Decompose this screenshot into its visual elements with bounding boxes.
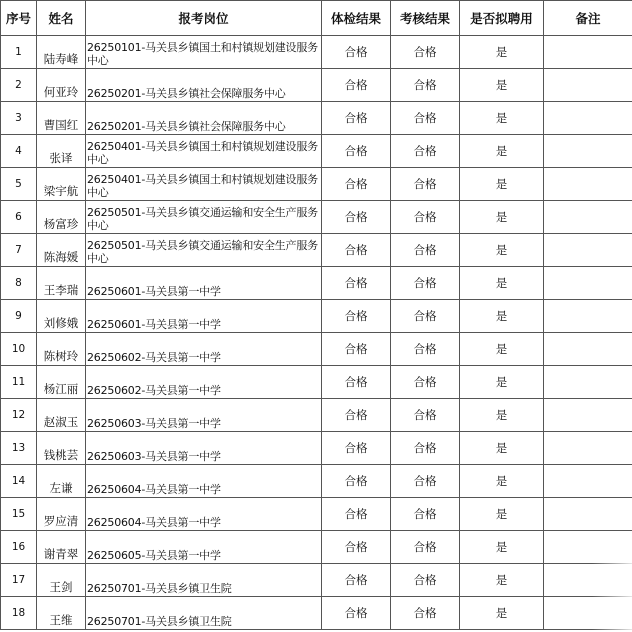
- cell-seq: 10: [1, 333, 37, 366]
- cell-position: 26250201-马关县乡镇社会保障服务中心: [86, 102, 322, 135]
- cell-position: 26250501-马关县乡镇交通运输和安全生产服务中心: [86, 234, 322, 267]
- cell-name: 王剑: [37, 564, 86, 597]
- table-row: [1, 432, 632, 465]
- cell-name: 谢青翠: [37, 531, 86, 564]
- cell-note: [544, 531, 632, 564]
- header-note: 备注: [544, 1, 632, 36]
- cell-seq: 5: [1, 168, 37, 201]
- cell-review: 合格: [391, 102, 460, 135]
- cell-hire: 是: [460, 399, 544, 432]
- cell-name: 王维: [37, 597, 86, 630]
- cell-note: [544, 300, 632, 333]
- cell-position: 26250603-马关县第一中学: [86, 399, 322, 432]
- cell-hire: 是: [460, 300, 544, 333]
- cell-hire: 是: [460, 102, 544, 135]
- table-row: [1, 201, 632, 234]
- cell-seq: 8: [1, 267, 37, 300]
- cell-hire: 是: [460, 597, 544, 630]
- cell-physical-exam: 合格: [322, 102, 391, 135]
- cell-name: 陆寿峰: [37, 36, 86, 69]
- cell-seq: 14: [1, 465, 37, 498]
- header-physical-exam: 体检结果: [322, 1, 391, 36]
- cell-position: 26250701-马关县乡镇卫生院: [86, 597, 322, 630]
- cell-review: 合格: [391, 531, 460, 564]
- cell-note: [544, 267, 632, 300]
- cell-name: 刘修娥: [37, 300, 86, 333]
- table-row: [1, 564, 632, 597]
- cell-physical-exam: 合格: [322, 399, 391, 432]
- cell-review: 合格: [391, 366, 460, 399]
- cell-note: [544, 69, 632, 102]
- cell-review: 合格: [391, 333, 460, 366]
- cell-name: 陈树玲: [37, 333, 86, 366]
- header-review: 考核结果: [391, 1, 460, 36]
- cell-note: [544, 366, 632, 399]
- cell-note: [544, 201, 632, 234]
- cell-hire: 是: [460, 432, 544, 465]
- cell-physical-exam: 合格: [322, 168, 391, 201]
- cell-name: 罗应清: [37, 498, 86, 531]
- table-row: [1, 300, 632, 333]
- cell-hire: 是: [460, 201, 544, 234]
- cell-position: 26250602-马关县第一中学: [86, 366, 322, 399]
- cell-name: 赵淑玉: [37, 399, 86, 432]
- cell-review: 合格: [391, 234, 460, 267]
- cell-note: [544, 465, 632, 498]
- cell-name: 陈海媛: [37, 234, 86, 267]
- cell-hire: 是: [460, 333, 544, 366]
- table-row: [1, 366, 632, 399]
- cell-hire: 是: [460, 498, 544, 531]
- cell-review: 合格: [391, 300, 460, 333]
- table-row: [1, 465, 632, 498]
- cell-review: 合格: [391, 135, 460, 168]
- table-body: [1, 36, 632, 630]
- cell-hire: 是: [460, 531, 544, 564]
- cell-seq: 12: [1, 399, 37, 432]
- cell-seq: 7: [1, 234, 37, 267]
- cell-review: 合格: [391, 498, 460, 531]
- cell-note: [544, 234, 632, 267]
- cell-note: [544, 102, 632, 135]
- header-hire: 是否拟聘用: [460, 1, 544, 36]
- cell-review: 合格: [391, 69, 460, 102]
- cell-review: 合格: [391, 432, 460, 465]
- table-row: [1, 36, 632, 69]
- cell-physical-exam: 合格: [322, 564, 391, 597]
- header-position: 报考岗位: [86, 1, 322, 36]
- cell-seq: 13: [1, 432, 37, 465]
- cell-note: [544, 399, 632, 432]
- cell-note: [544, 432, 632, 465]
- cell-position: 26250604-马关县第一中学: [86, 465, 322, 498]
- cell-physical-exam: 合格: [322, 333, 391, 366]
- cell-physical-exam: 合格: [322, 300, 391, 333]
- cell-name: 杨江丽: [37, 366, 86, 399]
- cell-hire: 是: [460, 564, 544, 597]
- cell-note: [544, 36, 632, 69]
- table-row: [1, 498, 632, 531]
- cell-review: 合格: [391, 465, 460, 498]
- table-row: [1, 234, 632, 267]
- cell-position: 26250401-马关县乡镇国土和村镇规划建设服务中心: [86, 135, 322, 168]
- cell-position: 26250605-马关县第一中学: [86, 531, 322, 564]
- cell-position: 26250603-马关县第一中学: [86, 432, 322, 465]
- cell-name: 何亚玲: [37, 69, 86, 102]
- cell-name: 杨富珍: [37, 201, 86, 234]
- cell-name: 左谦: [37, 465, 86, 498]
- cell-physical-exam: 合格: [322, 69, 391, 102]
- cell-name: 梁宇航: [37, 168, 86, 201]
- cell-seq: 9: [1, 300, 37, 333]
- cell-position: 26250701-马关县乡镇卫生院: [86, 564, 322, 597]
- table-row: [1, 135, 632, 168]
- cell-review: 合格: [391, 201, 460, 234]
- table-row: [1, 168, 632, 201]
- cell-note: [544, 333, 632, 366]
- header-row: [1, 1, 632, 36]
- cell-hire: 是: [460, 36, 544, 69]
- cell-position: 26250601-马关县第一中学: [86, 300, 322, 333]
- cell-seq: 15: [1, 498, 37, 531]
- cell-review: 合格: [391, 597, 460, 630]
- cell-name: 张译: [37, 135, 86, 168]
- cell-physical-exam: 合格: [322, 366, 391, 399]
- cell-position: 26250101-马关县乡镇国土和村镇规划建设服务中心: [86, 36, 322, 69]
- cell-seq: 11: [1, 366, 37, 399]
- cell-note: [544, 135, 632, 168]
- cell-physical-exam: 合格: [322, 36, 391, 69]
- cell-review: 合格: [391, 399, 460, 432]
- table-row: [1, 597, 632, 630]
- cell-seq: 16: [1, 531, 37, 564]
- cell-seq: 1: [1, 36, 37, 69]
- cell-physical-exam: 合格: [322, 465, 391, 498]
- cell-physical-exam: 合格: [322, 267, 391, 300]
- edge-fade: [592, 560, 632, 632]
- cell-position: 26250201-马关县乡镇社会保障服务中心: [86, 69, 322, 102]
- cell-seq: 17: [1, 564, 37, 597]
- cell-review: 合格: [391, 564, 460, 597]
- header-name: 姓名: [37, 1, 86, 36]
- cell-position: 26250604-马关县第一中学: [86, 498, 322, 531]
- cell-position: 26250501-马关县乡镇交通运输和安全生产服务中心: [86, 201, 322, 234]
- cell-hire: 是: [460, 135, 544, 168]
- cell-physical-exam: 合格: [322, 432, 391, 465]
- cell-review: 合格: [391, 36, 460, 69]
- table-row: [1, 333, 632, 366]
- cell-seq: 3: [1, 102, 37, 135]
- cell-hire: 是: [460, 168, 544, 201]
- cell-note: [544, 168, 632, 201]
- cell-position: 26250401-马关县乡镇国土和村镇规划建设服务中心: [86, 168, 322, 201]
- cell-physical-exam: 合格: [322, 597, 391, 630]
- table-row: [1, 531, 632, 564]
- cell-physical-exam: 合格: [322, 498, 391, 531]
- cell-position: 26250601-马关县第一中学: [86, 267, 322, 300]
- cell-position: 26250602-马关县第一中学: [86, 333, 322, 366]
- cell-seq: 2: [1, 69, 37, 102]
- cell-note: [544, 498, 632, 531]
- cell-physical-exam: 合格: [322, 531, 391, 564]
- table-row: [1, 69, 632, 102]
- cell-physical-exam: 合格: [322, 234, 391, 267]
- cell-review: 合格: [391, 267, 460, 300]
- cell-review: 合格: [391, 168, 460, 201]
- cell-hire: 是: [460, 69, 544, 102]
- table-row: [1, 399, 632, 432]
- cell-physical-exam: 合格: [322, 201, 391, 234]
- cell-hire: 是: [460, 366, 544, 399]
- cell-name: 钱桃芸: [37, 432, 86, 465]
- cell-hire: 是: [460, 234, 544, 267]
- header-seq: 序号: [1, 1, 37, 36]
- table-row: [1, 267, 632, 300]
- cell-hire: 是: [460, 267, 544, 300]
- cell-seq: 18: [1, 597, 37, 630]
- table-row: [1, 102, 632, 135]
- cell-seq: 4: [1, 135, 37, 168]
- cell-name: 曹国红: [37, 102, 86, 135]
- cell-hire: 是: [460, 465, 544, 498]
- cell-name: 王李瑞: [37, 267, 86, 300]
- cell-physical-exam: 合格: [322, 135, 391, 168]
- cell-seq: 6: [1, 201, 37, 234]
